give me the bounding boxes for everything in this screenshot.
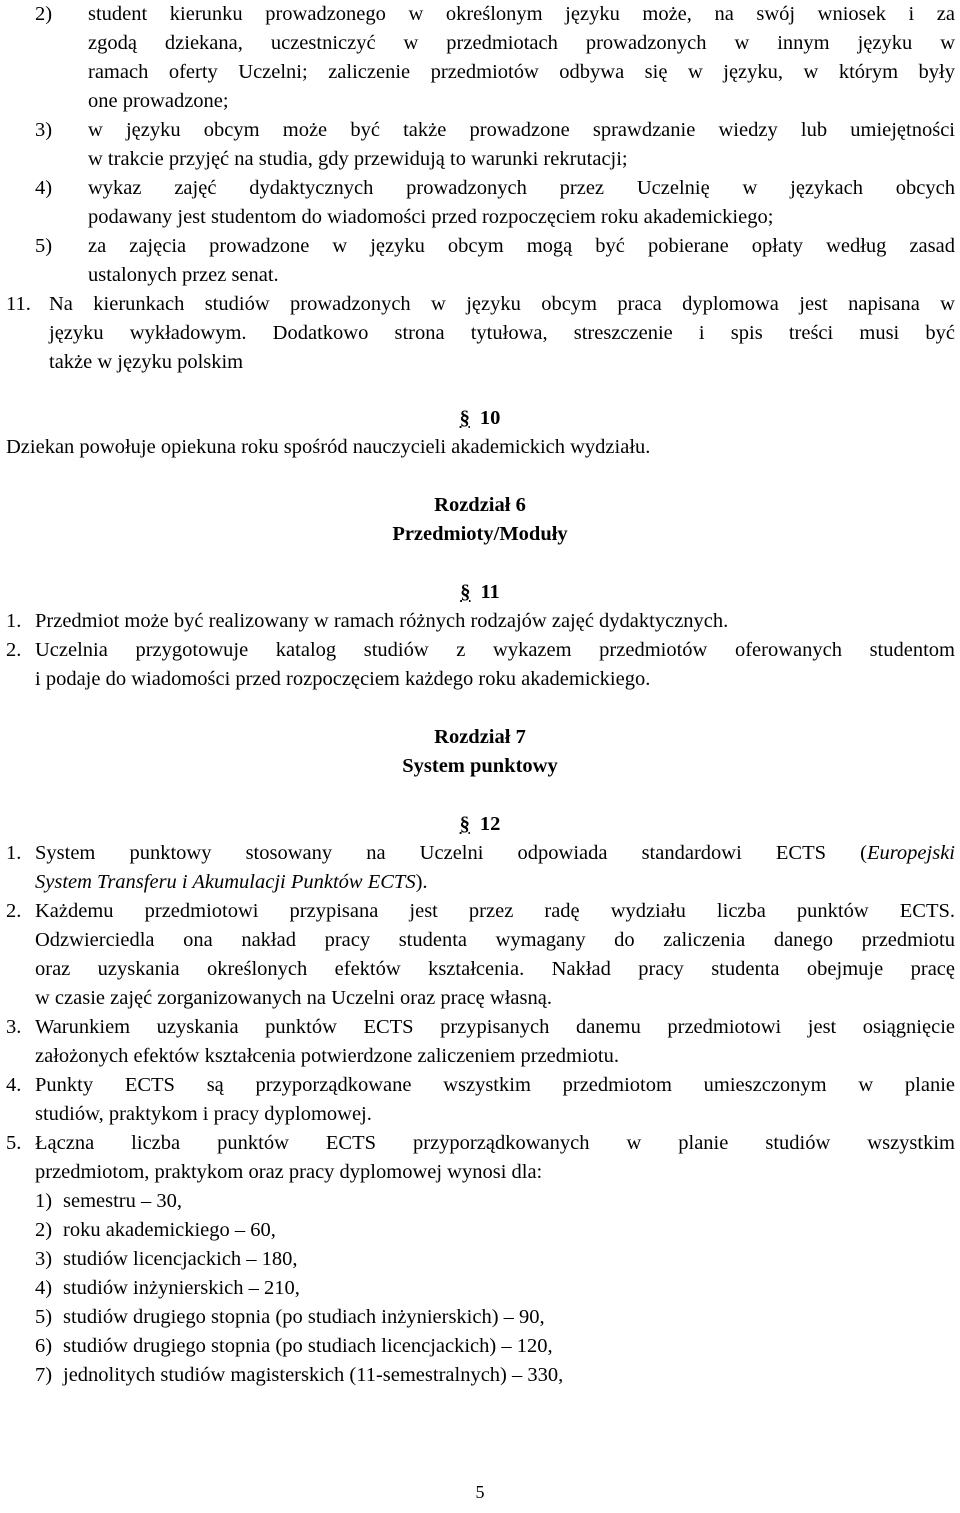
text-line: Każdemu przedmiotowi przypisana jest przez radę wydziału liczba punktów ECTS. [35,900,955,922]
paragraph-number: 1. [6,610,22,632]
italic-text: Europejski [866,842,955,864]
paragraph-number: 3. [6,1016,22,1038]
text-line: Odzwierciedla ona nakład pracy studenta wymagany do zaliczenia danego przedmiotu [35,929,955,951]
list-item [88,232,955,290]
section-symbol: § [460,581,471,603]
paragraph [49,290,955,377]
ects-list [35,1187,955,1390]
list-item [35,1303,955,1332]
list-item [35,1274,955,1303]
list-item [35,1332,955,1361]
section-heading [0,404,960,433]
list-item [35,1361,955,1390]
text-line: ramach oferty Uczelni; zaliczenie przedmiotów odbywa się w języku, w którym były [88,61,955,83]
text-line: w trakcie przyjęć na studia, gdy przewidują to warunki rekrutacji; [88,148,628,170]
list-item-text: studiów licencjackich – 180, [63,1248,298,1270]
list-number: 4) [35,177,53,199]
text-line: w języku obcym może być także prowadzone sprawdzanie wiedzy lub umiejętności [88,119,955,141]
page-number: 5 [475,1482,485,1502]
chapter-title: Rozdział 6 [434,494,526,516]
paragraph-number: 2. [6,900,22,922]
list-number: 4) [35,1277,53,1299]
list-item [35,1216,955,1245]
text-line: wykaz zajęć dydaktycznych prowadzonych przez Uczelnię w językach obcych [88,177,955,199]
paragraph-number: 2. [6,639,22,661]
text-line: za zajęcia prowadzone w języku obcym mogą być pobierane opłaty według zasad [88,235,955,257]
paragraph-number: 5. [6,1132,22,1154]
text-line: w czasie zajęć zorganizowanych na Uczelni oraz pracę własną. [35,987,552,1009]
list-item [88,116,955,174]
list-number: 1) [35,1190,53,1212]
italic-text: System Transferu i Akumulacji Punktów ECTS [35,871,416,893]
paragraph [35,839,955,897]
text-line [35,839,955,868]
paragraph [35,607,955,636]
list-number: 5) [35,235,53,257]
text-line: Punkty ECTS są przyporządkowane wszystkim przedmiotom umieszczonym w planie [35,1074,955,1096]
text-line: podawany jest studentom do wiadomości przed rozpoczęciem roku akademickiego; [88,206,774,228]
list-item-text: studiów drugiego stopnia (po studiach licencjackich) – 120, [63,1335,553,1357]
section-number: 11 [480,581,500,603]
text-line: zgodą dziekana, uczestniczyć w przedmiotach prowadzonych w innym języku w [88,32,955,54]
list-number: 2) [35,1219,53,1241]
text-span: ). [415,871,428,893]
text-line: i podaje do wiadomości przed rozpoczęciem każdego roku akademickiego. [35,668,651,690]
list-item [88,0,955,116]
list-number: 5) [35,1306,53,1328]
list-item-text: studiów inżynierskich – 210, [63,1277,300,1299]
text-line: Warunkiem uzyskania punktów ECTS przypisanych danemu przedmiotowi jest osiągnięcie [35,1016,955,1038]
section-heading [0,578,960,607]
section-number: 12 [479,813,501,835]
list-item-text: roku akademickiego – 60, [63,1219,276,1241]
list-item [35,1187,955,1216]
text-line: założonych efektów kształcenia potwierdzone zaliczeniem przedmiotu. [35,1045,619,1067]
section-symbol: § [459,407,470,429]
paragraph [35,636,955,694]
text-line [35,868,955,897]
list-item [35,1245,955,1274]
list-number: 6) [35,1335,53,1357]
text-line: także w języku polskim [49,351,244,373]
text-line: przedmiotom, praktykom oraz pracy dyplomowej wynosi dla: [35,1161,543,1183]
text-line: oraz uzyskania określonych efektów kształcenia. Nakład pracy studenta obejmuje pracę [35,958,955,980]
text-span: System punktowy stosowany na Uczelni odpowiada standardowi ECTS ( [35,842,867,864]
section-heading [0,810,960,839]
paragraph-number: 4. [6,1074,22,1096]
list-number: 7) [35,1364,53,1386]
paragraph: Dziekan powołuje opiekuna roku spośród nauczycieli akademickich wydziału. [6,436,651,458]
section-symbol: § [459,813,470,835]
text-line: języku wykładowym. Dodatkowo strona tytułowa, streszczenie i spis treści musi być [49,322,955,344]
list-item-text: studiów drugiego stopnia (po studiach inżynierskich) – 90, [63,1306,545,1328]
list-item-text: semestru – 30, [63,1190,182,1212]
text-line: Przedmiot może być realizowany w ramach różnych rodzajów zajęć dydaktycznych. [35,610,729,632]
chapter-subtitle: Przedmioty/Moduły [392,523,568,545]
paragraph [35,897,955,1013]
text-line: Na kierunkach studiów prowadzonych w języku obcym praca dyplomowa jest napisana w [49,293,955,315]
text-line: Łączna liczba punktów ECTS przyporządkowanych w planie studiów wszystkim [35,1132,955,1154]
paragraph [35,1129,955,1187]
text-line: ustalonych przez senat. [88,264,279,286]
text-line: studiów, praktykom i pracy dyplomowej. [35,1103,372,1125]
chapter-subtitle: System punktowy [402,755,558,777]
text-line: Uczelnia przygotowuje katalog studiów z wykazem przedmiotów oferowanych studentom [35,639,955,661]
list-number: 2) [35,3,53,25]
text-line: student kierunku prowadzonego w określonym języku może, na swój wniosek i za [88,3,955,25]
paragraph [35,1013,955,1071]
list-item [88,174,955,232]
chapter-title: Rozdział 7 [434,726,526,748]
paragraph-number: 11. [6,293,31,315]
list-number: 3) [35,1248,53,1270]
paragraph [35,1071,955,1129]
section-number: 10 [479,407,501,429]
paragraph-number: 1. [6,842,22,864]
list-number: 3) [35,119,53,141]
text-line: one prowadzone; [88,90,229,112]
list-item-text: jednolitych studiów magisterskich (11-semestralnych) – 330, [63,1364,564,1386]
